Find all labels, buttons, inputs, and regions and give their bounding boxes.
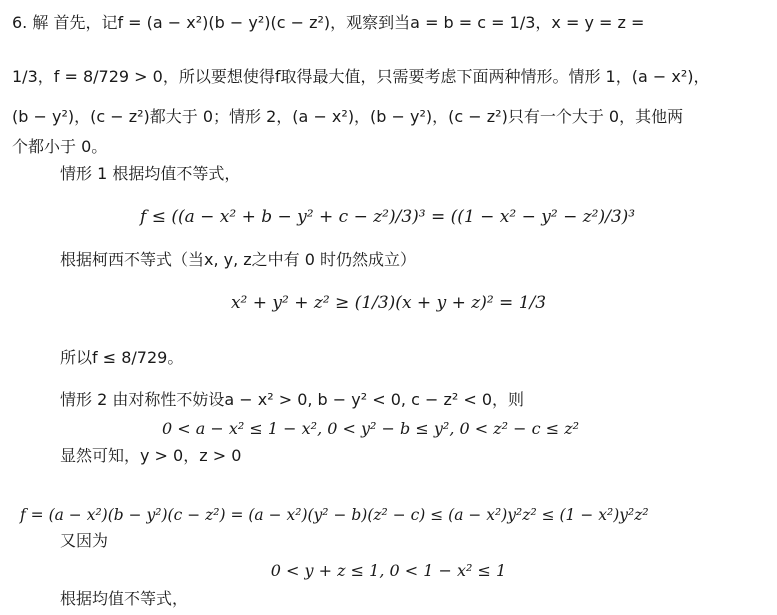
case-2-heading: 情形 2 由对称性不妨设a − x² > 0, b − y² < 0, c − z² < 0，则 bbox=[60, 390, 525, 409]
equation-case-2-bounds: 0 < a − x² ≤ 1 − x², 0 < y² − b ≤ y², 0 < z² − c ≤ z² bbox=[162, 419, 580, 438]
case-1-heading: 情形 1 根据均值不等式， bbox=[60, 164, 241, 183]
equation-cauchy: x² + y² + z² ≥ (1/3)(x + y + z)² = 1/3 bbox=[230, 293, 547, 313]
line-1: 6. 解 首先，记f = (a − x²)(b − y²)(c − z²)，观察到当a = b = c = 1/3，x = y = z = bbox=[12, 13, 645, 32]
line-cauchy: 根据柯西不等式（当x, y, z之中有 0 时仍然成立） bbox=[60, 250, 417, 269]
line-amgm-2: 根据均值不等式， bbox=[60, 589, 189, 608]
line-since: 又因为 bbox=[60, 531, 109, 550]
equation-sum-bounds: 0 < y + z ≤ 1, 0 < 1 − x² ≤ 1 bbox=[270, 561, 507, 580]
equation-f-bound: f = (a − x²)(b − y²)(c − z²) = (a − x²)(y² − b)(z² − c) ≤ (a − x²)y²z² ≤ (1 − x²)y²z² bbox=[20, 506, 649, 524]
line-positive-yz: 显然可知，y > 0，z > 0 bbox=[60, 446, 242, 465]
equation-amgm: f ≤ ((a − x² + b − y² + c − z²)/3)³ = ((1 − x² − y² − z²)/3)³ bbox=[140, 207, 636, 227]
line-bound-case-1: 所以f ≤ 8/729。 bbox=[60, 348, 184, 367]
line-4: 个都小于 0。 bbox=[12, 137, 108, 156]
line-2: 1/3，f = 8/729 > 0，所以要想使得f取得最大值，只需要考虑下面两种情形。情形 1，(a − x²)， bbox=[12, 67, 710, 86]
line-3: (b − y²)，(c − z²)都大于 0；情形 2，(a − x²)，(b − y²)，(c − z²)只有一个大于 0，其他两 bbox=[12, 107, 684, 126]
